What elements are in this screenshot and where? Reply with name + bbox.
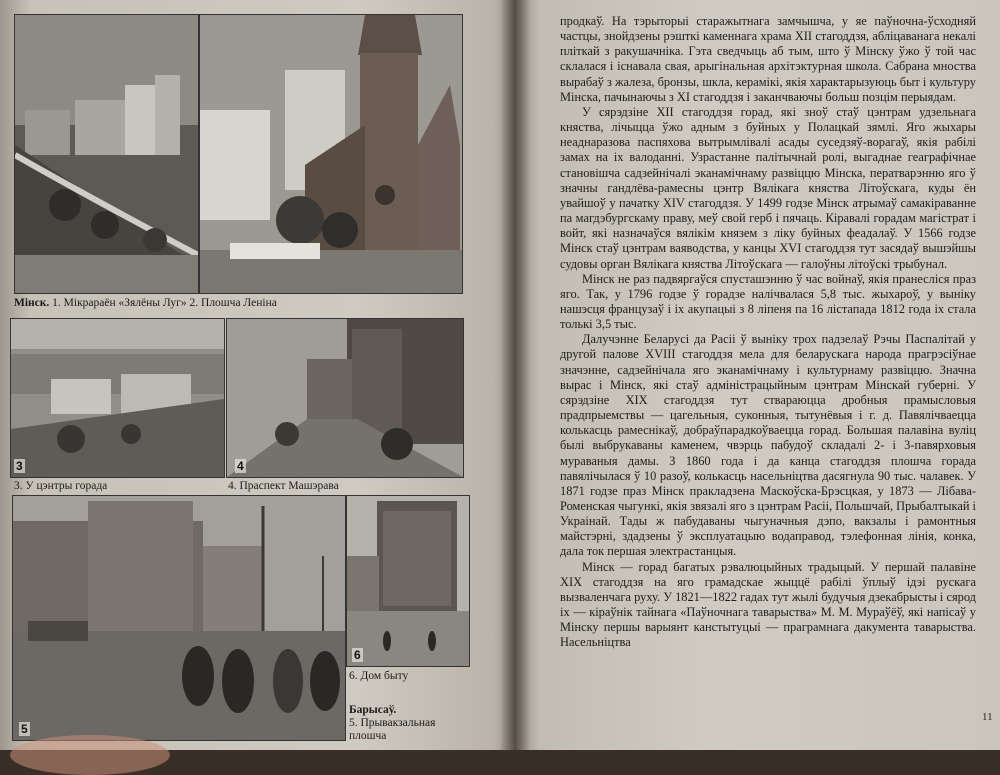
caption-photo-6: 6. Дом быту [349, 670, 409, 682]
paragraph-2: У сярэдзіне XII стагоддзя горад, які зноў стаў цэнтрам удзельнага княства, лічыцца ўжо адным з буйных у Полацкай зямлі. Яго жыхары неаднаразова паспяхова вытрымлівалі асады суседзяў-ворагаў, якія рабілі замах на іх валоданні. Узрастанне палітычнай ролі, выгаднае геаграфічнае становішча садзейнічалі эканамічнаму развіццю Мінска, ператварэнню яго ў значны гандлёва-рамесны цэнтр Вялікага княства Літоўскага, куды ён увайшоў у пачатку XIV стагоддзя. У 1499 годзе Мінск атрымаў самакіраванне па магдэбургскаму праву, меў свой герб і пячаць. Кіравалі горадам магістрат і войт, які назначаўся вялікім князем з ліку буйных феадалаў. У 1566 годзе Мінск стаў цэнтрам ваяводства, у канцы XVI стагоддзя тут засядаў вышэйшы судовы орган Вялікага княства Літоўскага — галоўны літоўскі трыбунал. [560, 104, 976, 271]
caption-photo-5-line2: плошча [349, 730, 387, 742]
paragraph-4: Далучэнне Беларусі да Расіі ў выніку трох падзелаў Рэчы Паспалітай у другой палове XVIII стагоддзя мела для беларускага народа прагрэсіўнае значэнне, садзейнічала яго эканамічнаму і культурнаму развіццю. Значна вырас і Мінск, які стаў адміністрацыйным цэнтрам Мінскай губерні. У сярэдзіне XIX стагоддзя тут ствараюцца дробныя прамысловыя прадпрыемствы — цагельныя, суконныя, тытунёвыя і г. д. Павялічваецца колькасць рамеснікаў, добраўпарадкоўваецца горад. Большая палавіна вуліц былі выбрукаваны каменем, чвэрць пабудоў складалі 2- і 3-павярховыя мураваныя дамы. З 1860 года і да канца стагоддзя плошча горада павялічылася ў 10 разоў, колькасць насельніцтва дасягнула 90 тыс. чалавек. У 1871 годзе праз Мінск пракладзена Маскоўска-Брэсцкая, у 1873 — Лібава-Роменская чыгункі, якія звязалі яго з цэнтрам Расіі, Польшчай, Прыбалтыкай і Украінай. Тады ж пабудаваны чыгуначныя дэпо, вакзалы і рамонтныя майстэрні, здадзены ў эксплуатацыю водаправод, тэлефонная лінія, конка, дала ток першая электрастанцыя. [560, 332, 976, 559]
page-number: 11 [982, 711, 993, 723]
photo-city-centre [10, 318, 225, 478]
photo-microdistrict [14, 14, 199, 294]
caption-photo-5 [349, 704, 435, 743]
photo-lenin-square [199, 14, 463, 294]
photo-number-5: 5 [21, 722, 28, 736]
paragraph-1: продкаў. На тэрыторыі старажытнага замчышча, у яе паўночна-ўсходняй частцы, знойдзены рэшткі каменнага храма XII стагоддзя, абліцаванага некалі пліткай з ракушачніка. Гэта сведчыць аб тым, што ў Мінску ўжо ў той час склалася і існавала свая, арыгінальная архітэктурная школа. Сабрана мноства вырабаў з жалеза, бронзы, шкла, керамікі, якія характарызуюць быт і культуру Мінска, пачынаючы з XI стагоддзя і заканчваючы больш позцім перыядам. [560, 14, 976, 104]
caption-photo-4: 4. Праспект Машэрава [228, 480, 339, 492]
book-gutter [500, 0, 530, 750]
finger-shadow [10, 735, 170, 775]
paragraph-3: Мінск не раз падвяргаўся спусташэнню ў час войнаў, якія пранесліся праз яго. Так, у 1796 годзе ў горадзе налічвалася 5,8 тыс. жыхароў, у выніку нашэсця французаў і іх акупацыі з 8 ліпеня па 16 лістапада 1812 года іх стала толькі 3,5 тыс. [560, 271, 976, 332]
body-text [560, 14, 976, 651]
photo-number-3: 3 [16, 459, 23, 473]
caption-photo-3: 3. У цэнтры горада [14, 480, 108, 492]
paragraph-5: Мінск — горад багатых рэвалюцыйных традыцый. У першай палавіне XIX стагоддзя на яго грамадскае жыццё рабілі ўплыў ідэі рускага вызваленчага руху. У 1821—1822 гадах тут жылі будучыя дзекабрысты і сярод іх — кіраўнік тайнага «Паўночнага таварыства» М. М. Мураўёў, які напісаў у Мінску першы варыянт канстытуцыі — праграмнага дакумента таварыства. Насельніцтва [560, 559, 976, 650]
city-label-barysaw: Барысаў. [349, 704, 397, 716]
photo-number-6: 6 [354, 648, 361, 662]
photo-house-of-services [346, 495, 470, 667]
left-page [0, 0, 515, 750]
caption-photos-1-2 [14, 297, 277, 310]
caption-text-1-2: 1. Мікрараён «Зялёны Луг» 2. Плошча Леніна [49, 297, 277, 309]
photo-station-square [12, 495, 346, 741]
caption-photo-5-line1: 5. Прывакзальная [349, 717, 436, 729]
photo-number-4: 4 [237, 459, 244, 473]
city-label-minsk: Мінск. [14, 297, 50, 309]
photo-masherov-prospect [226, 318, 464, 478]
